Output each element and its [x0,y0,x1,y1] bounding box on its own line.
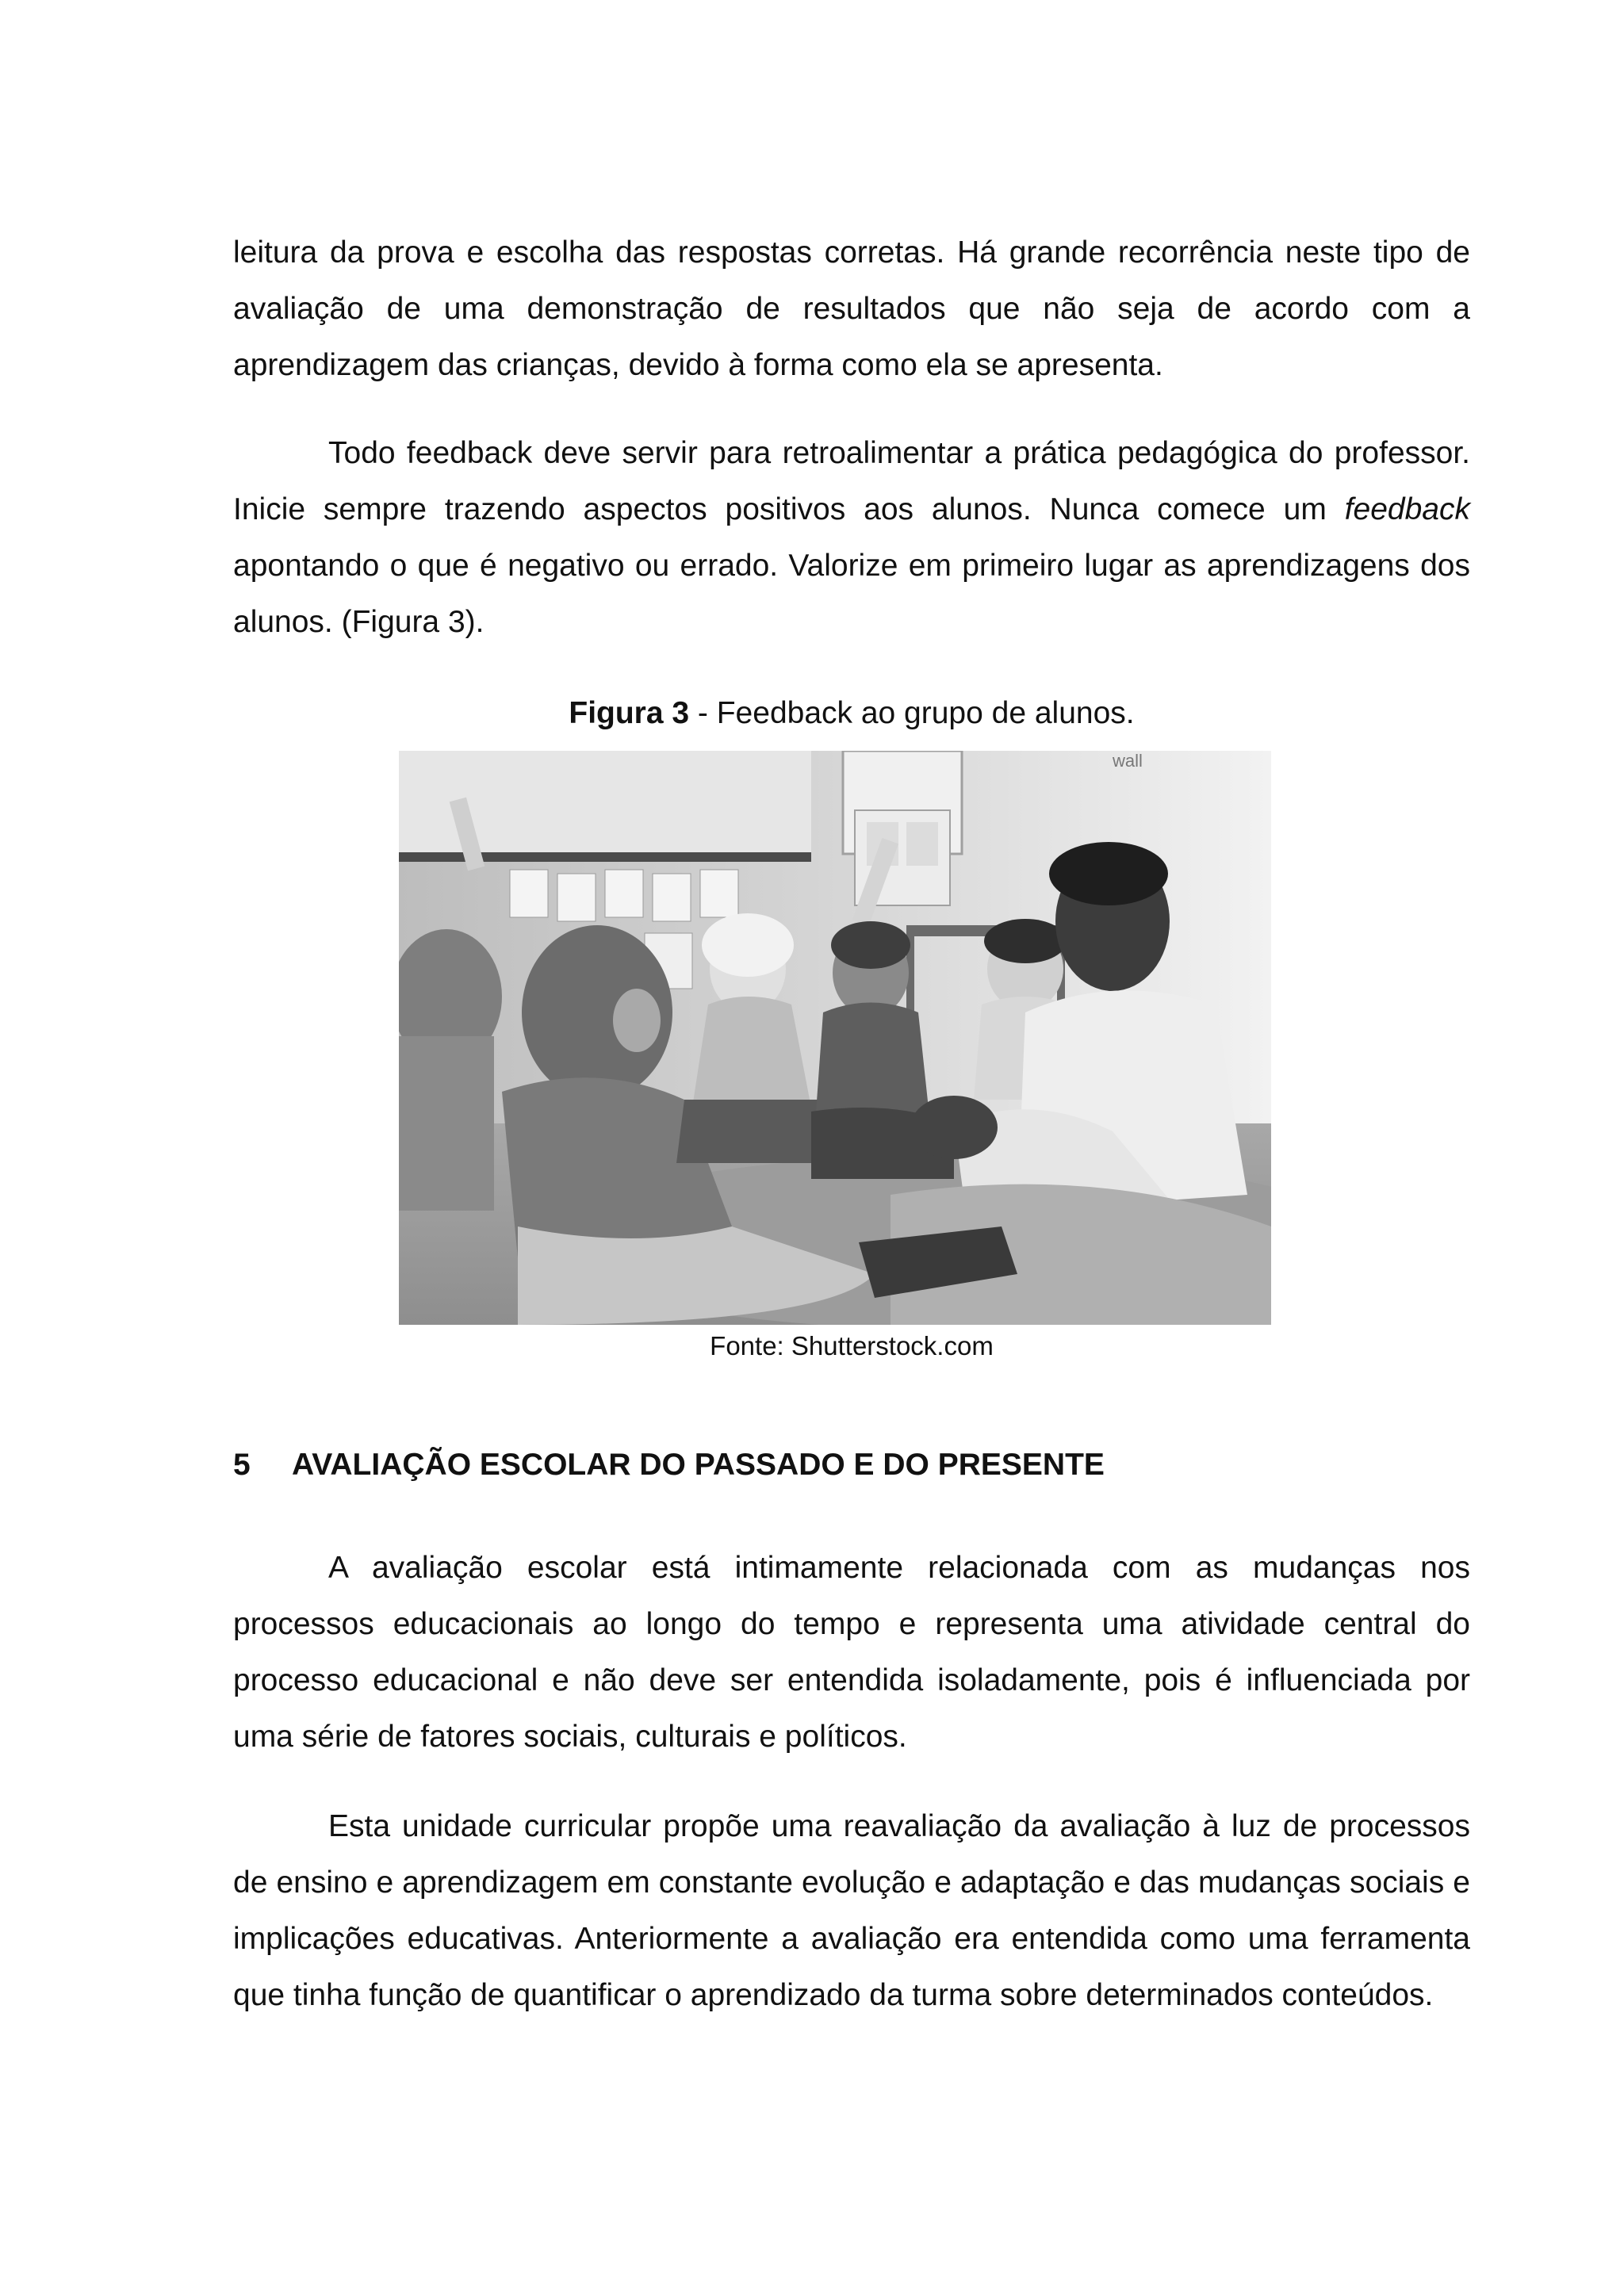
paragraph-4: Esta unidade curricular propõe uma reavaliação da avaliação à luz de processos de ensino e aprendizagem em constante evolução e adaptação e das mudanças sociais e implicações educativas. Anteriormente a avaliação era entendida como uma ferramenta que tinha função de quantificar o aprendizado da turma sobre determinados conteúdos. [233,1809,1470,2012]
section-heading [233,1441,1105,1489]
paragraph-3: A avaliação escolar está intimamente relacionada com as mudanças nos processos educacionais ao longo do tempo e representa uma atividade central do processo educacional e não deve ser entendida isoladamente, pois é influenciada por uma série de fatores sociais, culturais e políticos. [233,1551,1470,1754]
paragraph-2-text-end: apontando o que é negativo ou errado. Valorize em primeiro lugar as aprendizagens dos alunos. (Figura 3). [233,549,1470,639]
figure-caption-text: - Feedback ao grupo de alunos. [689,696,1135,730]
figure-caption [233,690,1470,737]
classroom-photo [399,751,1271,1325]
paragraph-2 [233,425,1470,650]
paragraph-1: leitura da prova e escolha das respostas corretas. Há grande recorrência neste tipo de avaliação de uma demonstração de resultados que não seja de acordo com a aprendizagem das crianças, devido à forma como ela se apresenta. [233,235,1470,382]
figure-caption-label: Figura 3 [569,696,690,730]
section-title: AVALIAÇÃO ESCOLAR DO PASSADO E DO PRESENTE [292,1448,1105,1482]
wall-sign-text: wall [1113,751,1143,771]
paragraph-2-text-start: Todo feedback deve servir para retroalimentar a prática pedagógica do professor. Inicie sempre trazendo aspectos positivos aos alunos. Nunca comece um [233,436,1470,526]
section-number: 5 [233,1448,251,1482]
figure-source: Fonte: Shutterstock.com [710,1331,994,1360]
paragraph-2-italic-term: feedback [1344,492,1470,526]
